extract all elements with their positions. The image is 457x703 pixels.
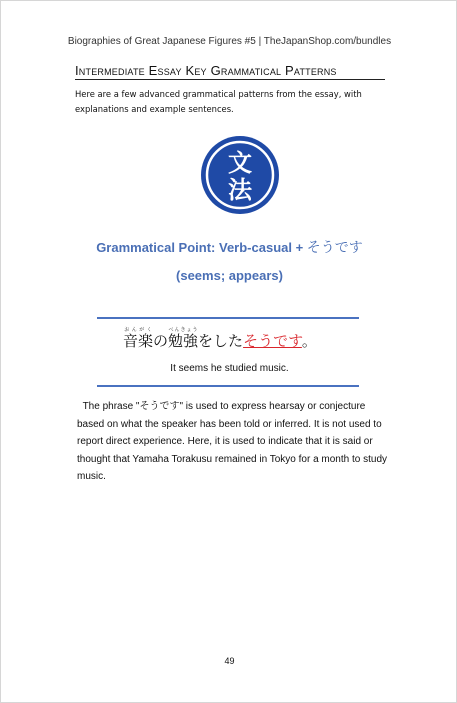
example-sentence — [123, 327, 363, 351]
example-period: 。 — [301, 332, 317, 350]
page-number: 49 — [224, 656, 235, 666]
example-word-ongaku: 音楽おんがく — [123, 327, 154, 350]
grammatical-point-meaning: (seems; appears) — [176, 268, 283, 283]
grammatical-point-heading — [1, 237, 457, 257]
badge-char-top: 文 — [228, 149, 252, 177]
running-header: Biographies of Great Japanese Figures #5 | TheJapanShop.com/bundles — [67, 36, 392, 47]
bunpou-badge-icon — [200, 135, 280, 215]
example-verb: をした — [198, 332, 244, 350]
example-translation: It seems he studied music. — [170, 363, 289, 374]
grammatical-point-label: Grammatical Point: Verb-casual + — [96, 240, 307, 255]
badge-char-bottom: 法 — [228, 176, 252, 204]
section-intro: Here are a few advanced grammatical patterns from the essay, with explanations and example sentences. — [75, 89, 362, 114]
example-particle-no: の — [153, 332, 169, 350]
explanation-paragraph: The phrase "そうです" is used to express hearsay or conjecture based on what the speaker has been told or inferred. It is not used to report direct experience. Here, it is used to indicate that it is said or thought that Yamaha Torakusu remained in Tokyo for a month to study music. — [77, 401, 388, 482]
example-highlight: そうです — [243, 332, 302, 350]
example-word-benkyou: 勉強べんきょう — [168, 327, 199, 350]
section-title: Intermediate Essay Key Grammatical Patterns — [75, 63, 385, 80]
divider-top — [97, 317, 359, 319]
grammatical-point-pattern: そうです — [306, 240, 363, 256]
divider-bottom — [97, 385, 359, 387]
